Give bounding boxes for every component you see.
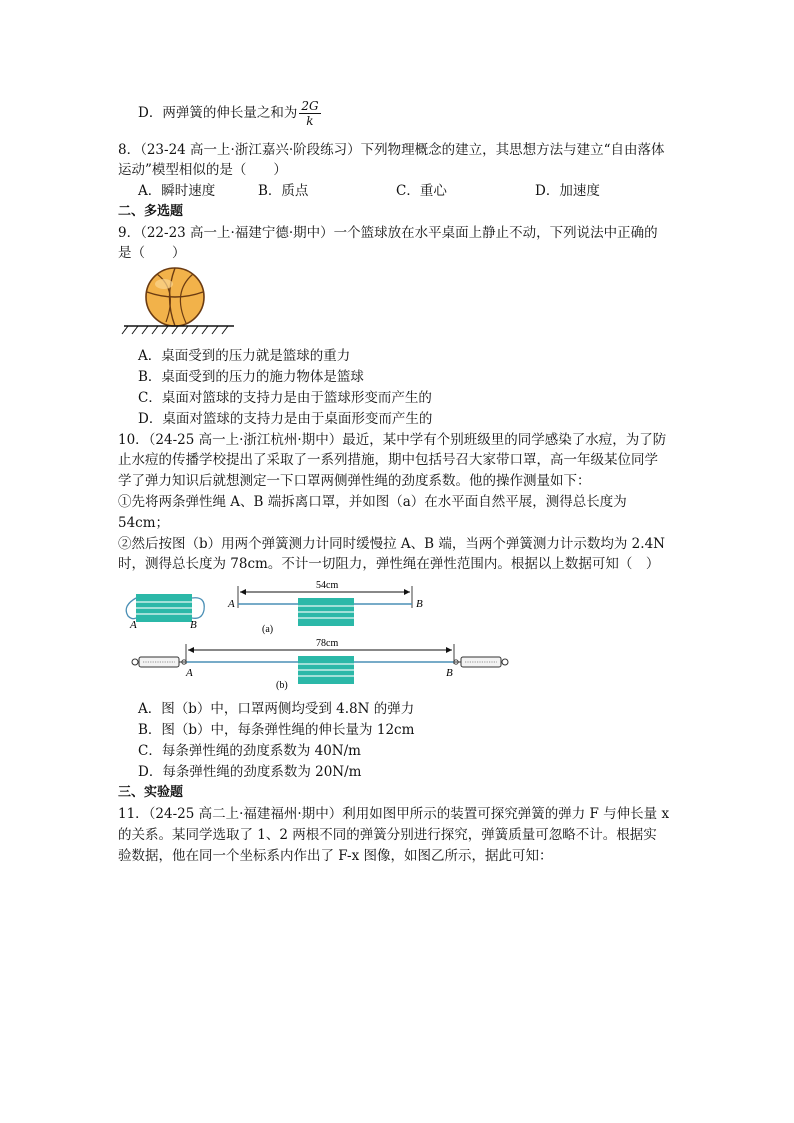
- q8-option-d: D．加速度: [535, 183, 600, 199]
- dimension-54cm: 54cm: [316, 580, 339, 591]
- label-b-small: B: [190, 619, 197, 631]
- figure-b: [186, 644, 454, 684]
- q8-option-b: B．质点: [258, 183, 309, 199]
- q9-stem-line1: 9．（22-23 高一上·福建宁德·期中）一个篮球放在水平桌面上静止不动，下列说法中正确的: [118, 225, 658, 241]
- q10-option-a: A．图（b）中，口罩两侧均受到 4.8N 的弹力: [138, 701, 415, 717]
- q11-stem-line1: 11．（24-25 高二上·福建福州·期中）利用如图甲所示的装置可探究弹簧的弹力 F 与伸长量 x: [118, 806, 670, 822]
- q8-stem-line1: 8．（23-24 高一上·浙江嘉兴·阶段练习）下列物理概念的建立，其思想方法与建立“自由落体: [118, 142, 665, 158]
- q10-stem-line7: 时，测得总长度为 78cm。不计一切阻力，弹性绳在弹性范围内。根据以上数据可知（ ）: [118, 556, 660, 572]
- mask-elastic-cord-figure: [120, 580, 520, 692]
- section-experiment-heading: 三、实验题: [118, 785, 184, 800]
- spring-scale-right-icon: [454, 657, 508, 667]
- q11-stem-line2: 的关系。某同学选取了 1、2 两根不同的弹簧分别进行探究，弹簧质量可忽略不计。根据实: [118, 827, 657, 843]
- basketball-on-table-figure: [120, 266, 238, 338]
- q7-option-d: [138, 99, 321, 128]
- label-a-small: A: [130, 619, 137, 631]
- label-a-b: A: [186, 667, 193, 679]
- fraction-denominator: k: [306, 114, 314, 128]
- q9-stem-line2: 是（ ）: [118, 245, 186, 261]
- q9-option-c: C．桌面对篮球的支持力是由于篮球形变而产生的: [138, 390, 432, 406]
- q7-option-d-text: D．两弹簧的伸长量之和为: [138, 105, 298, 121]
- section-multiple-choice-heading: 二、多选题: [118, 204, 184, 219]
- q9-option-b: B．桌面受到的压力的施力物体是篮球: [138, 369, 364, 385]
- mask-small: [126, 594, 204, 622]
- fraction-2g-over-k: [299, 99, 320, 128]
- q8-option-a: A．瞬时速度: [138, 183, 216, 199]
- q10-stem-line1: 10．（24-25 高一上·浙江杭州·期中）最近，某中学有个别班级里的同学感染了水痘，为了防: [118, 432, 667, 448]
- q10-option-b: B．图（b）中，每条弹性绳的伸长量为 12cm: [138, 722, 415, 738]
- fraction-numerator: 2G: [301, 99, 319, 113]
- label-b: B: [416, 598, 423, 610]
- q10-stem-line2: 止水痘的传播学校提出了采取了一系列措施，期中包括号召大家带口罩，高一年级某位同学: [118, 452, 658, 468]
- spring-scale-left-icon: [132, 657, 186, 667]
- table-surface: [122, 326, 234, 334]
- caption-b: (b): [276, 680, 288, 691]
- q10-stem-line5: 54cm；: [118, 515, 170, 531]
- q9-option-a: A．桌面受到的压力就是篮球的重力: [138, 348, 351, 364]
- q11-stem-line3: 验数据，他在同一个坐标系内作出了 F-x 图像，如图乙所示，据此可知：: [118, 848, 553, 864]
- q10-stem-line3: 学了弹力知识后就想测定一下口罩两侧弹性绳的劲度系数。他的操作测量如下：: [118, 473, 591, 489]
- q9-option-d: D．桌面对篮球的支持力是由于桌面形变而产生的: [138, 411, 433, 427]
- q10-stem-line6: ②然后按图（b）用两个弹簧测力计同时缓慢拉 A、B 端，当两个弹簧测力计示数均为 2.4N: [118, 536, 665, 552]
- label-a: A: [228, 598, 235, 610]
- caption-a: (a): [262, 624, 274, 635]
- basketball-icon: [146, 268, 204, 326]
- dimension-78cm: 78cm: [316, 638, 339, 649]
- q8-stem-line2: 运动”模型相似的是（ ）: [118, 162, 287, 178]
- q10-stem-line4: ①先将两条弹性绳 A、B 端拆离口罩，并如图（a）在水平面自然平展，测得总长度为: [118, 494, 627, 510]
- q10-option-c: C．每条弹性绳的劲度系数为 40N/m: [138, 743, 361, 759]
- q10-option-d: D．每条弹性绳的劲度系数为 20N/m: [138, 764, 362, 780]
- label-b-b: B: [446, 667, 453, 679]
- q8-option-c: C．重心: [396, 183, 447, 199]
- figure-a: [238, 586, 412, 626]
